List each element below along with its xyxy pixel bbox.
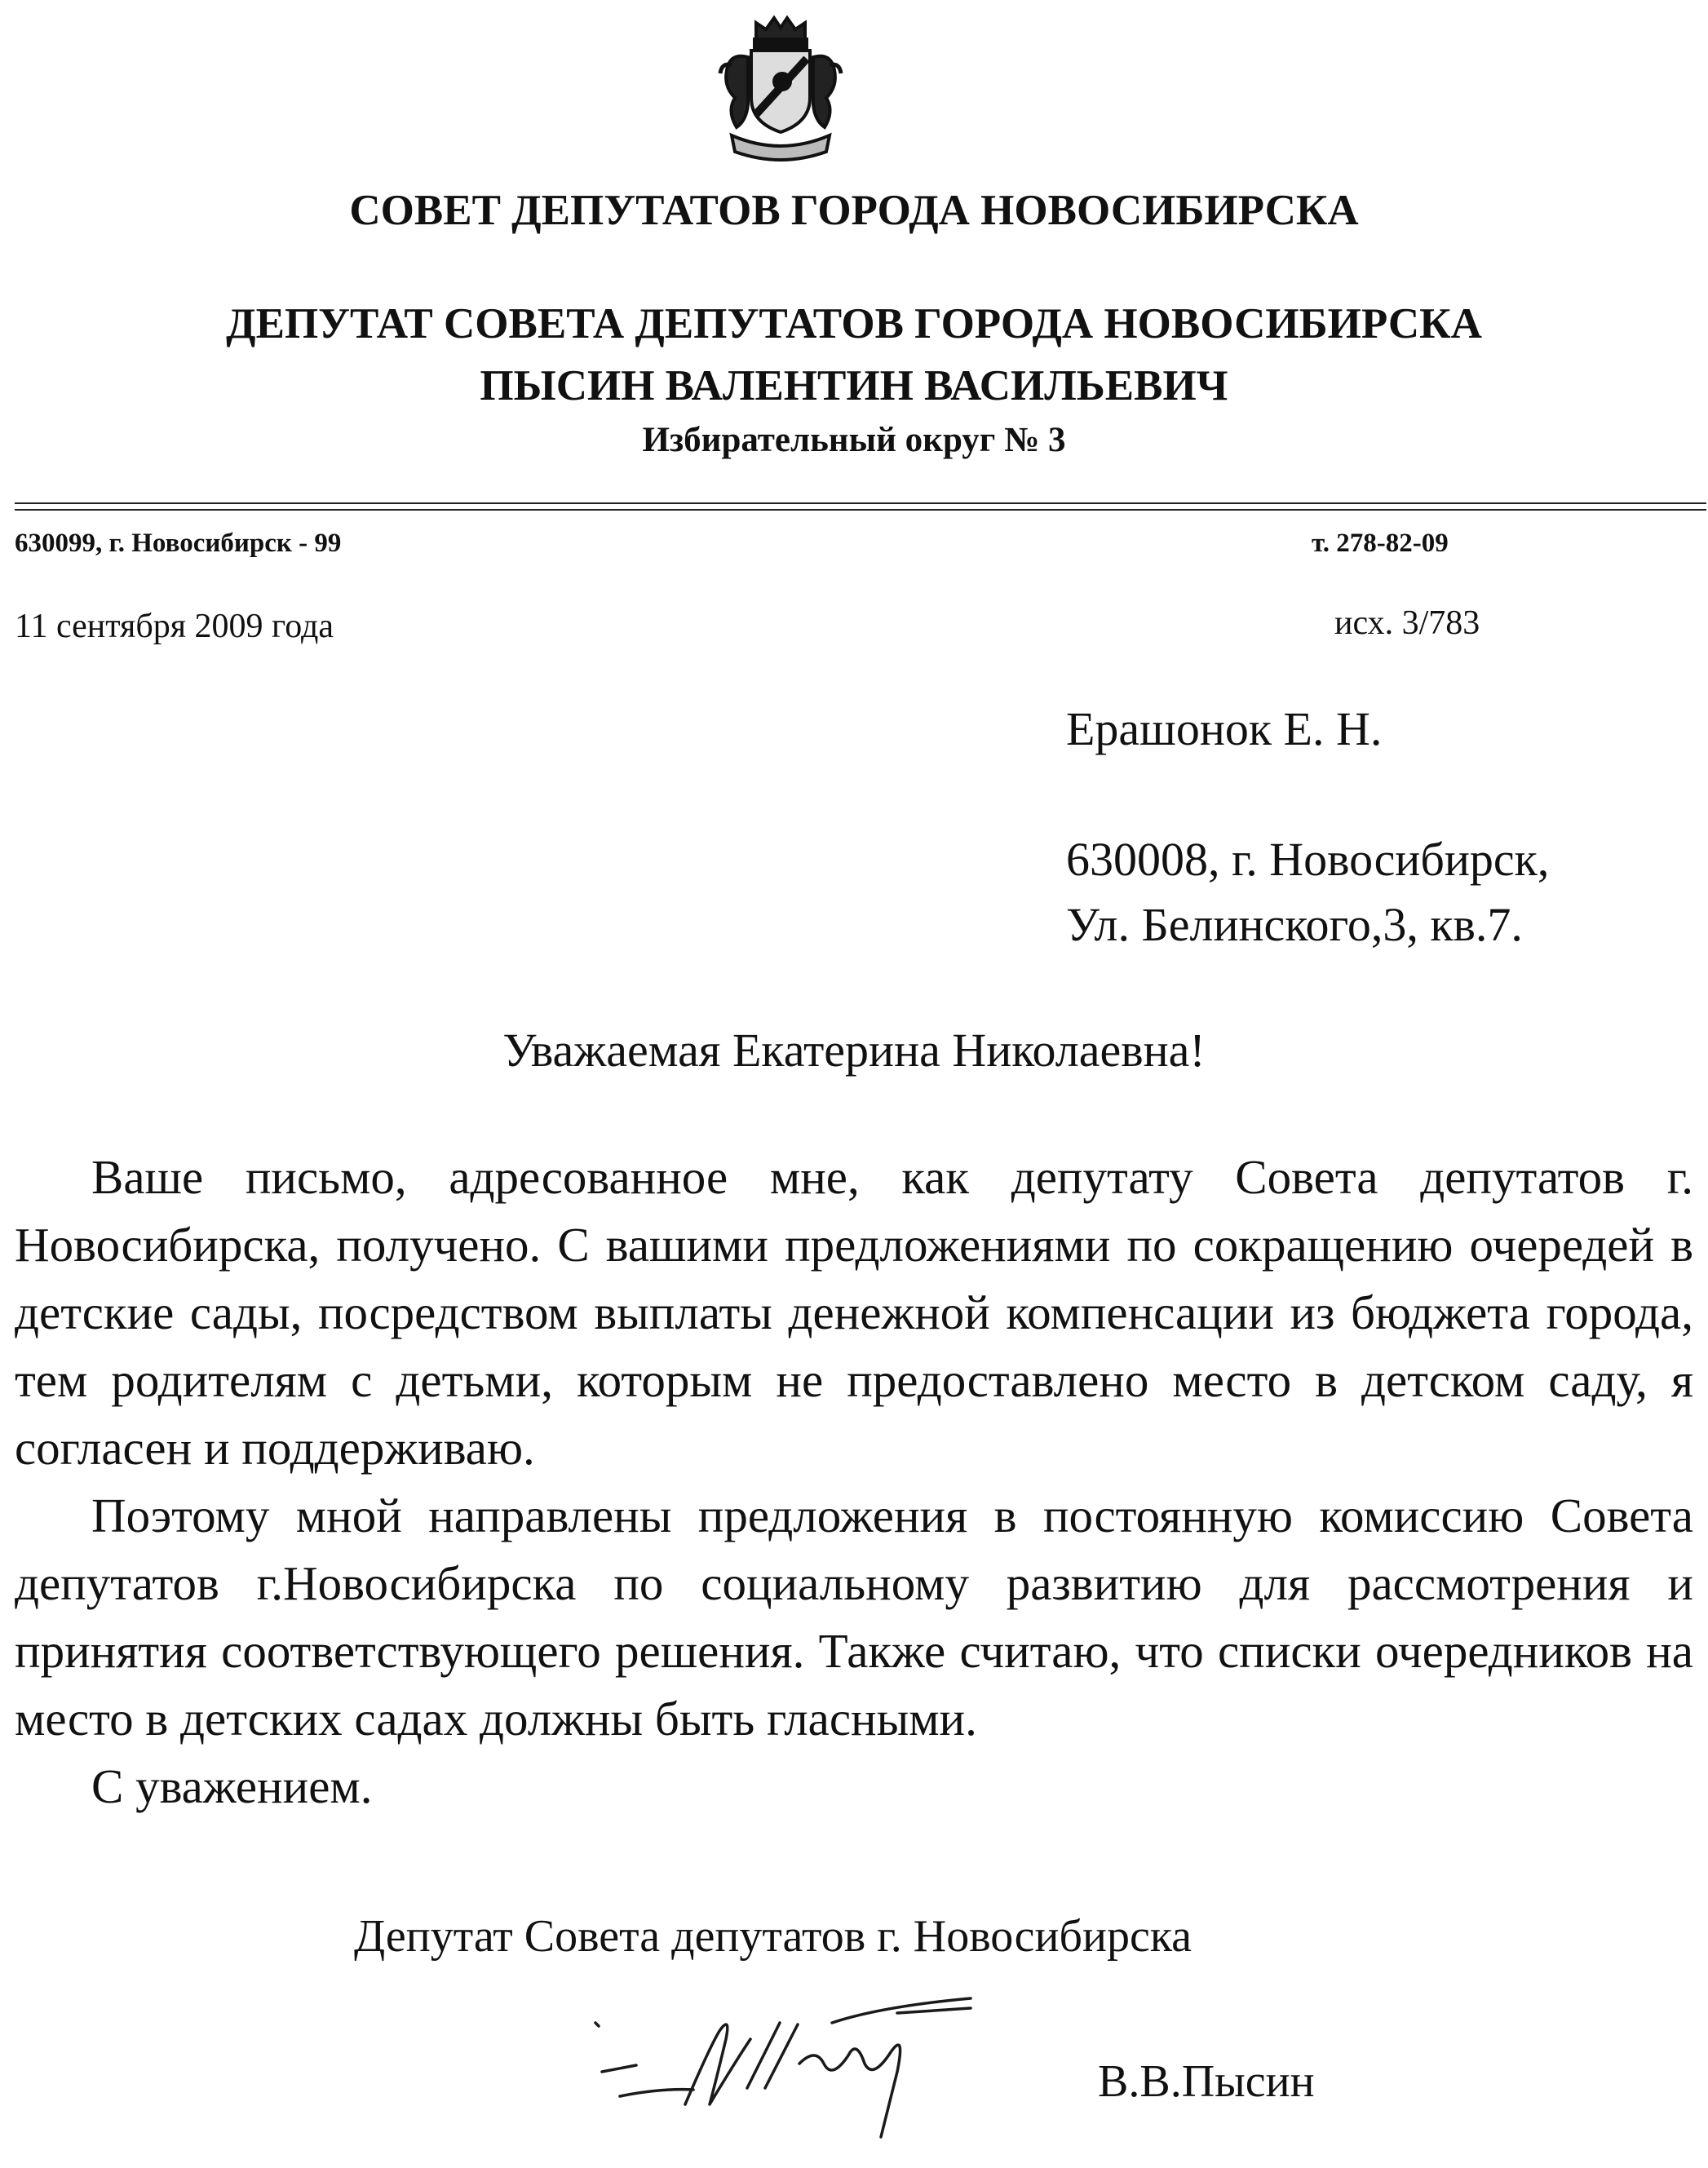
sender-address: 630099, г. Новосибирск - 99 (15, 529, 342, 558)
closing-phrase: С уважением. (91, 1759, 373, 1813)
outgoing-reference: исх. 3/783 (1334, 604, 1480, 642)
body-paragraph-2: Поэтому мной направлены предложения в постоянную комиссию Совета депутатов г.Новосибирска по социальному развитию для рассмотрения и принятия соответствующего решения. Также считаю, что списки очередников на место в детских садах должны быть гласными. (15, 1489, 1693, 1745)
signatory-name: В.В.Пысин (1098, 2056, 1315, 2107)
header-rule-bottom (15, 509, 1706, 511)
coat-of-arms-emblem (699, 8, 862, 171)
recipient-address-line2: Ул. Белинского,3, кв.7. (1066, 898, 1523, 951)
organization-title: СОВЕТ ДЕПУТАТОВ ГОРОДА НОВОСИБИРСКА (349, 187, 1359, 234)
district-title: Избирательный округ № 3 (642, 421, 1066, 459)
letter-date: 11 сентября 2009 года (15, 608, 334, 645)
deputy-name-title: ПЫСИН ВАЛЕНТИН ВАСИЛЬЕВИЧ (480, 362, 1228, 409)
recipient-name: Ерашонок Е. Н. (1066, 702, 1383, 755)
position-title: ДЕПУТАТ СОВЕТА ДЕПУТАТОВ ГОРОДА НОВОСИБИРСКА (226, 300, 1482, 347)
letter-body (15, 1144, 1693, 1821)
recipient-address-line1: 630008, г. Новосибирск, (1066, 833, 1550, 886)
sender-phone: т. 278-82-09 (1312, 529, 1449, 558)
salutation: Уважаемая Екатерина Николаевна! (502, 1024, 1206, 1077)
header-rule-top (15, 502, 1706, 504)
handwritten-signature (587, 1974, 1011, 2153)
body-paragraph-1: Ваше письмо, адресованное мне, как депутату Совета депутатов г. Новосибирска, получено. С вашими предложениями по сокращению очередей в детские сады, посредством выплаты денежной компенсации из бюджета города, тем родителям с детьми, которым не предоставлено место в детском саду, я согласен и поддерживаю. (15, 1150, 1693, 1475)
signatory-title: Депутат Совета депутатов г. Новосибирска (354, 1911, 1193, 1962)
